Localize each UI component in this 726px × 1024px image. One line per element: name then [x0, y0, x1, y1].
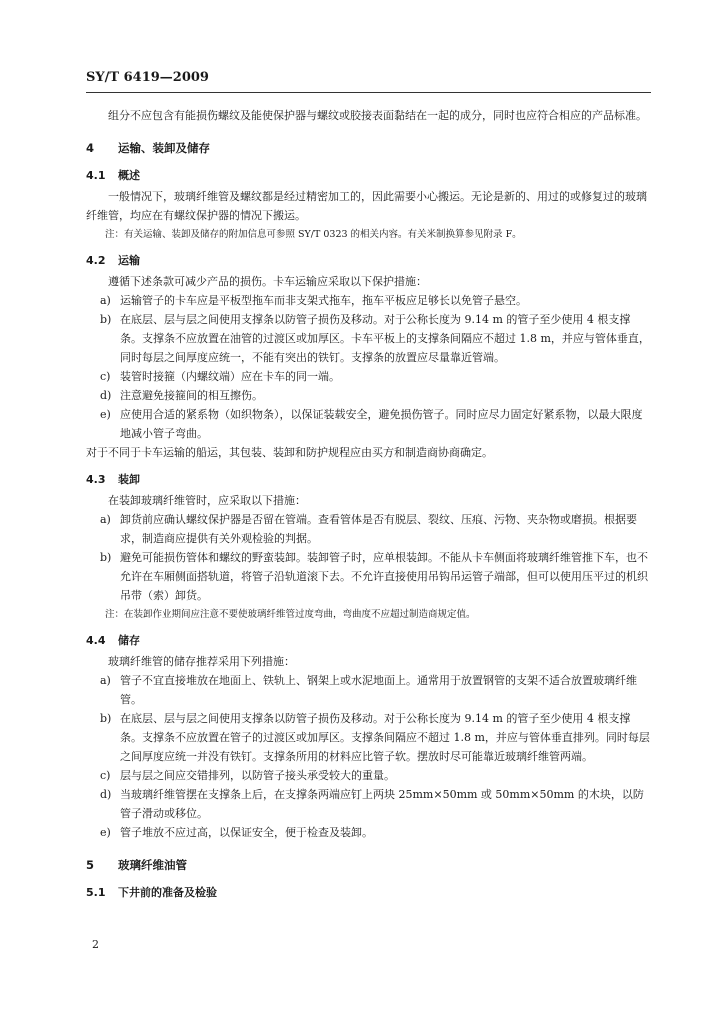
list-item [86, 823, 651, 842]
list-item-text: 注意避免接箍间的相互擦伤。 [120, 389, 263, 402]
section-number: 5 [86, 858, 95, 872]
paragraph: 玻璃纤维管的储存推荐采用下列措施： [108, 655, 295, 668]
section-5-1-heading [86, 883, 651, 902]
note: 注：在装卸作业期间应注意不要使玻璃纤维管过度弯曲，弯曲度不应超过制造商规定值。 [105, 609, 476, 620]
section-4-2-heading [86, 251, 651, 270]
header-rule [86, 92, 651, 93]
list-marker: c) [100, 769, 111, 782]
list-marker: e) [100, 408, 111, 421]
list-marker: d) [100, 389, 112, 402]
list-marker: d) [100, 788, 112, 801]
list-item-text: 层与层之间应交错排列，以防管子接头承受较大的重量。 [120, 769, 395, 782]
list-item [86, 709, 651, 766]
paragraph: 遵循下述条款可减少产品的损伤。卡车运输应采取以下保护措施： [108, 275, 427, 288]
standard-code: SY/T 6419—2009 [86, 70, 209, 85]
section-title: 运输 [118, 254, 140, 267]
list-marker: b) [100, 313, 112, 326]
list-item-text: 管子堆放不应过高，以保证安全，便于检查及装卸。 [120, 826, 373, 839]
section-number: 4.4 [86, 634, 106, 647]
page-number: 2 [92, 938, 99, 951]
list-marker: a) [100, 294, 111, 307]
list-marker: a) [100, 513, 111, 526]
list-item [86, 291, 651, 310]
list-item [86, 386, 651, 405]
section-title: 装卸 [118, 473, 140, 486]
list-item-text: 管子不宜直接堆放在地面上、铁轨上、钢架上或水泥地面上。通常用于放置钢管的支架不适合放置玻璃纤维管。 [120, 674, 637, 706]
section-number: 5.1 [86, 886, 106, 899]
list-marker: e) [100, 826, 111, 839]
section-number: 4 [86, 141, 95, 155]
section-title: 下井前的准备及检验 [118, 886, 217, 899]
section-4-heading [86, 139, 651, 158]
list-marker: b) [100, 712, 112, 725]
list-item-text: 卸货前应确认螺纹保护器是否留在管端。查看管体是否有脱层、裂纹、压痕、污物、夹杂物或磨损。根据要求，制造商应提供有关外观检验的判据。 [120, 513, 637, 545]
list-item-text: 运输管子的卡车应是平板型拖车而非支架式拖车，拖车平板应足够长以免管子悬空。 [120, 294, 527, 307]
paragraph: 对于不同于卡车运输的船运，其包装、装卸和防护规程应由买方和制造商协商确定。 [86, 446, 493, 459]
section-title: 概述 [118, 169, 140, 182]
list-marker: a) [100, 674, 111, 687]
list-item [86, 367, 651, 386]
list-marker: c) [100, 370, 111, 383]
list-item [86, 405, 651, 443]
paragraph: 一般情况下，玻璃纤维管及螺纹都是经过精密加工的，因此需要小心搬运。无论是新的、用过的或修复过的玻璃纤维管，均应在有螺纹保护器的情况下搬运。 [86, 190, 647, 222]
list-marker: b) [100, 551, 112, 564]
list-item-text: 在底层、层与层之间使用支撑条以防管子损伤及移动。对于公称长度为 9.14 m 的管子至少使用 4 根支撑条。支撑条不应放置在油管的过渡区或加厚区。卡车平板上的支撑条间隔应不超过 1.8 m，并应与管体垂直，同时每层之间厚度应统一，不能有突出的铁钉。支撑条的放置应尽量靠近管端。 [120, 313, 650, 364]
list-item-text: 装管时接箍（内螺纹端）应在卡车的同一端。 [120, 370, 340, 383]
list-item-text: 在底层、层与层之间使用支撑条以防管子损伤及移动。对于公称长度为 9.14 m 的管子至少使用 4 根支撑条。支撑条不应放置在管子的过渡区或加厚区。支撑条间隔应不超过 1.8 m，并应与管体垂直排列。同时每层之间厚度应统一并没有铁钉。支撑条所用的材料应比管子软。摆放时尽可能靠近玻璃纤维管两端。 [120, 712, 650, 763]
list-item [86, 671, 651, 709]
section-4-3-heading [86, 470, 651, 489]
section-number: 4.2 [86, 254, 106, 267]
intro-paragraph: 组分不应包含有能损伤螺纹及能使保护器与螺纹或胶接表面黏结在一起的成分，同时也应符合相应的产品标准。 [108, 109, 647, 122]
section-4-4-heading [86, 631, 651, 650]
list-item [86, 510, 651, 548]
section-number: 4.1 [86, 169, 106, 182]
list-item [86, 548, 651, 605]
list-item-text: 当玻璃纤维管摆在支撑条上后，在支撑条两端应钉上两块 25mm×50mm 或 50mm×50mm 的木块，以防管子滑动或移位。 [120, 788, 644, 820]
section-4-1-heading [86, 166, 651, 185]
section-number: 4.3 [86, 473, 106, 486]
list-item [86, 310, 651, 367]
list-item-text: 应使用合适的紧系物（如织物条），以保证装载安全，避免损伤管子。同时应尽力固定好紧系物，以最大限度地减小管子弯曲。 [120, 408, 643, 440]
list-item-text: 避免可能损伤管体和螺纹的野蛮装卸。装卸管子时，应单根装卸。不能从卡车侧面将玻璃纤维管推下车，也不允许在车厢侧面搭轨道，将管子沿轨道滚下去。不允许直接使用吊钩吊运管子端部，但可以使用压平过的机织吊带（索）卸货。 [120, 551, 648, 602]
list-item [86, 766, 651, 785]
list-item [86, 785, 651, 823]
page-body [86, 106, 651, 904]
section-title: 玻璃纤维油管 [118, 858, 187, 872]
paragraph: 在装卸玻璃纤维管时，应采取以下措施： [108, 494, 306, 507]
note: 注：有关运输、装卸及储存的附加信息可参照 SY/T 0323 的相关内容。有关米制换算参见附录 F。 [105, 229, 522, 240]
section-title: 运输、装卸及储存 [118, 141, 210, 155]
section-title: 储存 [118, 634, 140, 647]
section-5-heading [86, 856, 651, 875]
